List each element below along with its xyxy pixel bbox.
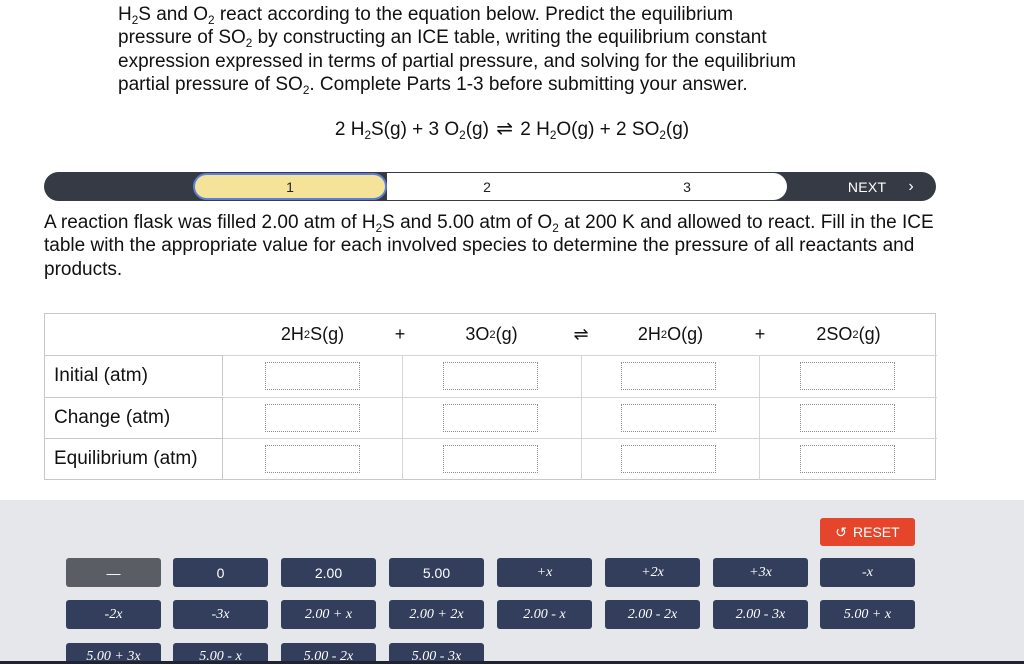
tile-2.00-plus-2x[interactable]: 2.00 + 2x (389, 600, 484, 629)
reset-button[interactable] (820, 518, 915, 546)
tile-2.00-minus-x[interactable]: 2.00 - x (497, 600, 592, 629)
reaction-equation: 2 $H_2S(g) + 3$ $O_2(g)$ ⇌ 2 $H_2O(g) + 2$ $SO_2(g)$ (334, 118, 690, 143)
table-divider (223, 355, 937, 356)
tile-5.00-plus-x[interactable]: 5.00 + x (820, 600, 915, 629)
tile-zero[interactable]: 0 (173, 558, 268, 587)
tile-2.00-plus-x[interactable]: 2.00 + x (281, 600, 376, 629)
chevron-right-icon: › (908, 177, 914, 195)
next-label: NEXT (847, 178, 887, 195)
step-progress-bar (44, 172, 936, 201)
prompt-line-1: $H_2S$ and $O_2$ react according to the equation below. Predict the equilibrium (118, 4, 734, 28)
drop-target-change-h2o[interactable] (621, 404, 716, 432)
step-1-active[interactable]: 1 (193, 173, 387, 200)
drop-target-initial-so2[interactable] (800, 362, 895, 390)
tile-plus-2x[interactable]: +2x (605, 558, 700, 587)
drop-target-initial-o2[interactable] (443, 362, 538, 390)
row-label-change: Change (atm) (45, 397, 223, 438)
plus-operator: + (394, 324, 406, 344)
drop-target-equilibrium-so2[interactable] (800, 445, 895, 473)
column-header-o2: 3O 2 (g) (465, 324, 518, 344)
drop-target-initial-h2o[interactable] (621, 362, 716, 390)
tile-5.00-minus-3x[interactable]: 5.00 - 3x (389, 643, 484, 661)
prompt-line-2: pressure of $SO_2$ by constructing an ICE table, writing the equilibrium constant (118, 27, 767, 51)
plus-operator: + (754, 324, 766, 344)
table-divider (402, 355, 403, 480)
equilibrium-arrow-icon: ⇌ (496, 118, 513, 140)
table-divider (223, 438, 937, 439)
tile-2.00-minus-3x[interactable]: 2.00 - 3x (713, 600, 808, 629)
step-3[interactable]: 3 (587, 173, 787, 200)
prompt-line-4: partial pressure of $SO_2$. Complete Parts 1-3 before submitting your answer. (118, 73, 748, 97)
drop-target-equilibrium-o2[interactable] (443, 445, 538, 473)
undo-icon: ↺ (835, 523, 848, 540)
row-label-equilibrium: Equilibrium (atm) (45, 438, 223, 479)
drop-target-equilibrium-h2s[interactable] (265, 445, 360, 473)
tile-5.00-minus-2x[interactable]: 5.00 - 2x (281, 643, 376, 661)
ice-table (44, 313, 936, 480)
tile-plus-3x[interactable]: +3x (713, 558, 808, 587)
drop-target-change-h2s[interactable] (265, 404, 360, 432)
tile-minus-3x[interactable]: -3x (173, 600, 268, 629)
tile-plus-x[interactable]: +x (497, 558, 592, 587)
drop-target-initial-h2s[interactable] (265, 362, 360, 390)
table-divider (581, 355, 582, 480)
tile-minus-x[interactable]: -x (820, 558, 915, 587)
table-divider (759, 355, 760, 480)
tile-5.00[interactable]: 5.00 (389, 558, 484, 587)
reset-label: RESET (853, 524, 900, 540)
tile-dash[interactable]: — (66, 558, 161, 587)
question-prompt (118, 3, 878, 96)
column-header-h2o: 2H 2 O(g) (637, 324, 704, 344)
column-header-so2: 2SO 2 (g) (816, 324, 881, 344)
drop-target-equilibrium-h2o[interactable] (621, 445, 716, 473)
next-button[interactable] (787, 172, 936, 201)
column-header-h2s: 2H 2 S(g) (280, 324, 345, 344)
drop-target-change-o2[interactable] (443, 404, 538, 432)
tile-5.00-minus-x[interactable]: 5.00 - x (173, 643, 268, 661)
equilibrium-arrow-icon: ⇌ (573, 324, 589, 344)
table-divider (223, 397, 937, 398)
tile-2.00[interactable]: 2.00 (281, 558, 376, 587)
tile-5.00-plus-3x[interactable]: 5.00 + 3x (66, 643, 161, 661)
drop-target-change-so2[interactable] (800, 404, 895, 432)
row-label-initial: Initial (atm) (45, 355, 223, 396)
prompt-line-3: expression expressed in terms of partial pressure, and solving for the equilibrium (118, 50, 796, 72)
tile-minus-2x[interactable]: -2x (66, 600, 161, 629)
tile-2.00-minus-2x[interactable]: 2.00 - 2x (605, 600, 700, 629)
step-2[interactable]: 2 (387, 173, 587, 200)
part-instructions: A reaction flask was filled 2.00 atm of $H_2S$ and 5.00 atm of $O_2$ at 200 K and allowed to react. Fill in the ICE table with the appropriate value for each involved species to determine the pressure of all reactants and products. (44, 212, 934, 280)
